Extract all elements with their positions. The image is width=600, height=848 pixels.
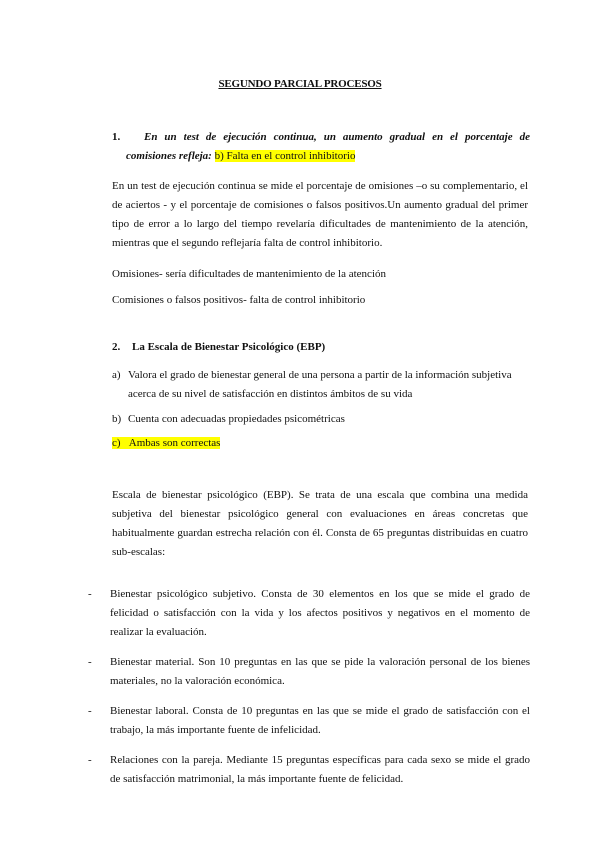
bullet-dash: -	[88, 588, 92, 600]
omissions-note: Omisiones- sería dificultades de mantenimiento de la atención	[112, 268, 386, 280]
option-a	[112, 366, 530, 404]
question-1-text	[112, 128, 530, 166]
bullet-dash: -	[88, 656, 92, 668]
option-b-label: b)	[112, 413, 122, 425]
option-c-text: Ambas son correctas	[128, 437, 221, 449]
list-item-text: Bienestar psicológico subjetivo. Consta de 30 elementos en los que se mide el grado de felicidad o satisfacción con la vida y los afectos positivos y negativos en el momento de realizar la evaluación.	[110, 588, 530, 638]
option-a-text: Valora el grado de bienestar general de una persona a partir de la información subjetiva acerca de su nivel de satisfacción en distintos ámbitos de su vida	[128, 369, 512, 400]
question-1-number: 1.	[112, 131, 121, 143]
option-a-label: a)	[112, 369, 121, 381]
question-2-text: La Escala de Bienestar Psicológico (EBP)	[132, 341, 326, 353]
option-b-text: Cuenta con adecuadas propiedades psicométricas	[128, 413, 345, 425]
option-c	[112, 434, 530, 453]
bullet-dash: -	[88, 754, 92, 766]
question-2-explanation: Escala de bienestar psicológico (EBP). Se trata de una escala que combina una medida subjetiva del bienestar psicológico general con evaluaciones en áreas concretas que habitualmente guardan estrecha relación con él. Consta de 65 preguntas distribuidas en cuatro sub-escalas:	[112, 489, 528, 558]
list-item-text: Bienestar material. Son 10 preguntas en las que se pide la valoración personal de los bienes materiales, no la valoración económica.	[110, 656, 530, 687]
option-c-label: c)	[112, 437, 121, 449]
commissions-note: Comisiones o falsos positivos- falta de control inhibitorio	[112, 294, 366, 306]
option-c-highlight	[112, 437, 220, 449]
question-1-explanation: En un test de ejecución continua se mide el porcentaje de omisiones –o su complementario, el de aciertos - y el porcentaje de comisiones o falsos positivos.Un aumento gradual del primer tipo de error a lo largo del tiempo revelaría dificultades de mantenimiento de la atención, mientras que el segundo reflejaría falta de control inhibitorio.	[112, 180, 528, 249]
document-title: SEGUNDO PARCIAL PROCESOS	[218, 78, 382, 90]
question-2	[112, 341, 325, 353]
list-item-text: Relaciones con la pareja. Mediante 15 preguntas específicas para cada sexo se mide el grado de satisfacción matrimonial, la más importante fuente de felicidad.	[110, 754, 530, 785]
option-b	[112, 410, 530, 429]
list-item	[88, 653, 530, 691]
question-2-number: 2.	[112, 341, 121, 353]
question-1-stem: En un test de ejecución continua, un aumento gradual en el porcentaje de comisiones refleja:	[126, 131, 530, 162]
list-item	[88, 751, 530, 789]
list-item-text: Bienestar laboral. Consta de 10 preguntas en las que se mide el grado de satisfacción con el trabajo, la más importante fuente de infelicidad.	[110, 705, 530, 736]
question-1	[112, 128, 530, 166]
list-item	[88, 585, 530, 642]
list-item	[88, 702, 530, 740]
bullet-dash: -	[88, 705, 92, 717]
question-1-answer: b) Falta en el control inhibitorio	[214, 150, 356, 162]
subscale-list	[88, 574, 530, 789]
